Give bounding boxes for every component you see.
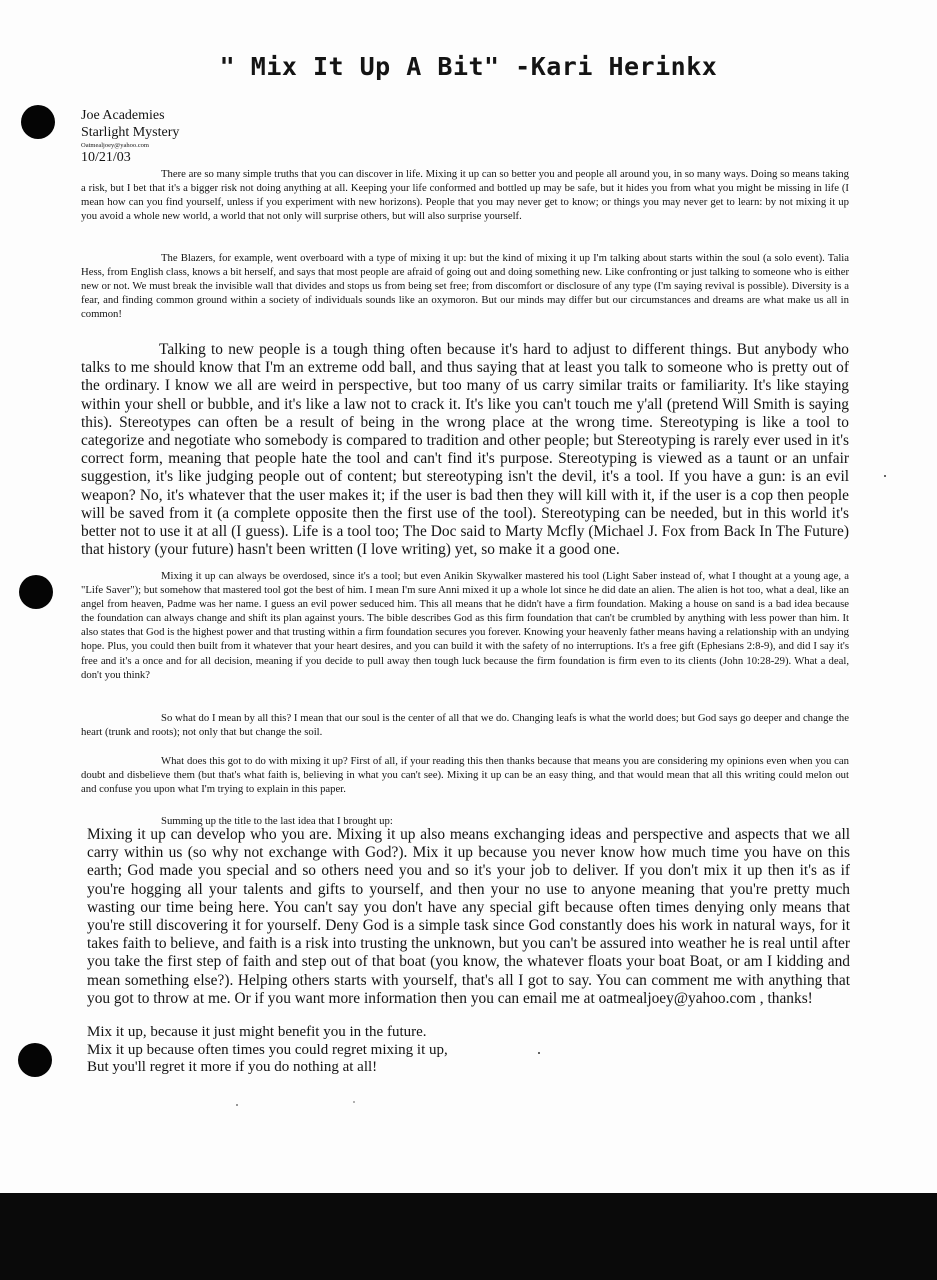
closing-line: Mix it up, because it just might benefit you in the future. [87,1024,427,1040]
paragraph-soul: So what do I mean by all this? I mean that our soul is the center of all that we do. Changing leafs is what the world does; but God says go deeper and change the heart (trunk and roots); not only that but change the soil. [81,712,849,739]
binder-hole [19,575,53,609]
closing-line: But you'll regret it more if you do nothing at all! [87,1059,378,1075]
paragraph-stereotypes: Talking to new people is a tough thing often because it's hard to adjust to different things. But anybody who talks to me should know that I'm an extreme odd ball, and thus saying that at least you talk to someone who is pretty out of the ordinary. I know we all are weird in perspective, but too many of us carry similar traits or familiarity. It's like staying within your shell or bubble, and it's like a law not to crack it. It's like you can't touch me y'all (pretend Will Smith is saying this). Stereotypes can often be a result of being in the wrong place at the wrong time. Stereotyping is like a tool to categorize and negotiate who somebody is compared to tradition and other people; but Stereotyping is rarely ever used in it's correct form, meaning that people hate the tool and can't find it's purpose. Stereotyping is viewed as a taunt or an unfair suggestion, it's like judging people out of content; but stereotyping isn't the devil, it's a tool. If you have a gun: is an evil weapon? No, it's whatever that the user makes it; if the user is bad then they will kill with it, if the user is a cop then people will be saved from it (a complete opposite then the first use of the tool). Stereotyping can be needed, but in this world it's better not to use it at all (I guess). Life is a tool too; The Doc said to Marty Mcfly (Michael J. Fox from Back In The Future) that history (your future) hasn't been written (I love writing) yet, so make it a good one. [81,341,849,559]
paragraph-conclusion: Mixing it up can develop who you are. Mixing it up also means exchanging ideas and perspective and aspects that we all carry within us (so why not exchange with God?). Mix it up because you never know how much time you have on this earth; God made you special and so others need you and so it's your job to deliver. If you don't mix it up then it's as if you're hogging all your talents and gifts to yourself, and then your no use to anyone meaning that you're pretty much wasting our time being here. You can't say you don't have any special gift because often times denying only means that you're still discovering it for yourself. Deny God is a simple task since God constantly does his work in natural ways, for it takes faith to believe, and faith is a risk into trusting the unknown, but you can't be assured into weather he is real until after you take the first step of faith and step out of that boat (you know, the whatever floats your boat Boat, or am I kidding and mean something else?). Helping others starts with yourself, that's all I got to say. You can comment me with anything that you got to throw at me. Or if you want more information then you can email me at oatmealjoey@yahoo.com , thanks! [87,826,850,1007]
essay-date: 10/21/03 [81,150,131,165]
school-name: Starlight Mystery [81,125,180,140]
closing-lines [87,1024,448,1077]
paragraph-intro: There are so many simple truths that you can discover in life. Mixing it up can so better you and people all around you, in so many ways. Doing so means taking a risk, but I bet that it's a bigger risk not doing anything at all. Keeping your life conformed and bottled up may be safe, but it hides you from what you might be missing in life (I mean how can you find yourself, unless if you experiment with new horizons). People that you may never get to know; or things you may never get to learn: by not mixing it up you avoid a whole new world, a world that not only will surprise others, but will also surprise yourself. [81,168,849,223]
binder-hole [21,105,55,139]
paper-speck [884,475,886,477]
essay-title: " Mix It Up A Bit" -Kari Herinkx [219,52,718,81]
author-name: Joe Academies [81,108,165,123]
author-email: Oatmealjoey@yahoo.com [81,142,149,149]
author-header [81,107,179,165]
paper-speck [353,1101,355,1103]
closing-line: Mix it up because often times you could regret mixing it up, [87,1041,448,1058]
summing-up-line: Summing up the title to the last idea that I brought up: [161,815,393,827]
paper-speck [538,1052,540,1054]
paragraph-blazers: The Blazers, for example, went overboard with a type of mixing it up: but the kind of mixing it up I'm talking about starts within the soul (a solo event). Talia Hess, from English class, knows a bit herself, and says that most people are afraid of going out and doing something new. Like confronting or just talking to someone who is either new or not. We must break the invisible wall that divides and stops us from being set free; from discomfort or disclosure of any type (I'm saying revival is possible). Diversity is a fear, and finding common ground within a society of individuals sounds like an oxymoron. But our minds may differ but our circumstances and dreams are what make us all in common! [81,252,849,321]
paper-speck [236,1104,238,1106]
paragraph-faith: What does this got to do with mixing it up? First of all, if your reading this then thanks because that means you are considering my opinions even when you can doubt and disbelieve them (but that's what faith is, believing in what you can't see). Mixing it up can be an easy thing, and that would mean that all this writing could melon out and confuse you upon what I'm trying to explain in this paper. [81,755,849,796]
scanner-background [0,1193,937,1280]
binder-hole [18,1043,52,1077]
paragraph-foundation: Mixing it up can always be overdosed, since it's a tool; but even Anikin Skywalker mastered his tool (Light Saber instead of, what I thought at a young age, a "Life Saver"); but somehow that mastered tool got the best of him. I mean I'm sure Anni mixed it up a whole lot since he did date an alien. The alien is hot too, what a deal, like an angel from heaven, Padme was her name. I guess an evil power seduced him. This all means that he didn't have a firm foundation. Making a house on sand is a bad idea because the foundation can always change and shift its plan against yours. The bible describes God as this firm foundation that can't be crumbled by anything with less power than him. It also states that God is the highest power and that trusting within a firm foundation secures you forever. Knowing your heavenly father means having a relationship with an undying hope. Plus, you could then built from it whatever that your heart desires, and you can build it with the safety of no interruptions. It's a free gift (Ephesians 2:8-9), and did I say it's free and it's a once and for all decision, meaning if you decide to pull away then tough luck because the firm foundation is firm even to its clients (John 10:28-29). What a deal, don't you think? [81,570,849,681]
